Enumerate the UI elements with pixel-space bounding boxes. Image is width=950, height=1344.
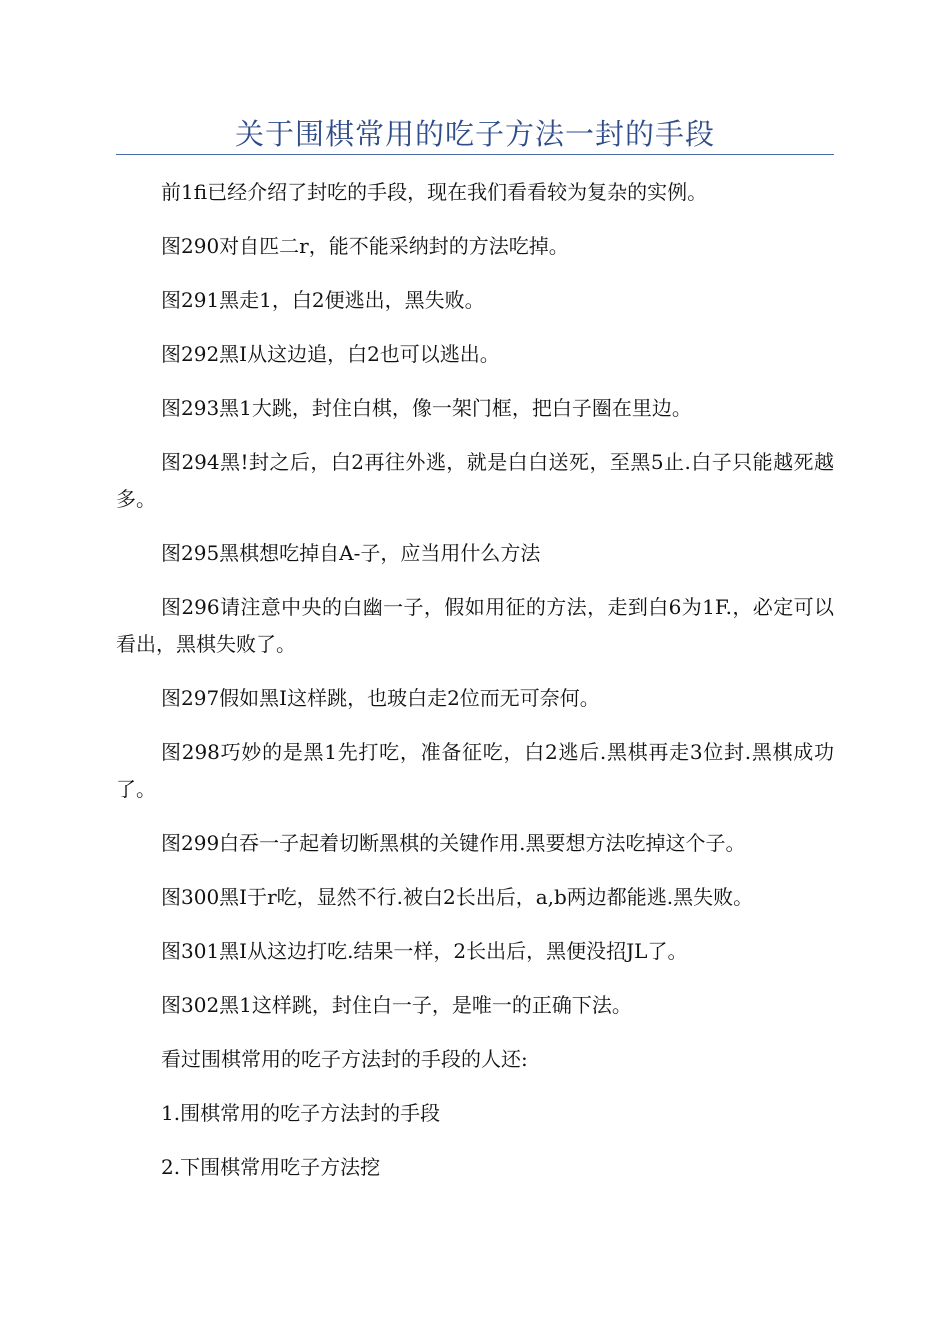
paragraph-7: 图295黑棋想吃掉自A-子，应当用什么方法: [161, 541, 541, 565]
related-heading: 看过围棋常用的吃子方法封的手段的人还:: [161, 1047, 528, 1071]
paragraph-2: 图290对自匹二r，能不能采纳封的方法吃掉。: [161, 234, 569, 258]
paragraph-5: 图293黑1大跳，封住白棋，像一架门框，把白子圈在里边。: [161, 396, 692, 420]
page-title: 关于围棋常用的吃子方法一封的手段: [234, 117, 715, 151]
paragraph-10: 图298巧妙的是黑1先打吃，准备征吃，白2逃后.黑棋再走3位封.黑棋成功了。: [116, 740, 834, 801]
paragraph-11: 图299白吞一子起着切断黑棋的关键作用.黑要想方法吃掉这个子。: [161, 831, 746, 855]
title-underline: [116, 154, 834, 155]
paragraph-3: 图291黑走1，白2便逃出，黑失败。: [161, 288, 485, 312]
related-link-2[interactable]: 2.下围棋常用吃子方法挖: [161, 1155, 381, 1179]
paragraph-8: 图296请注意中央的白幽一子，假如用征的方法，走到白6为1F.，必定可以看出，黑棋失败了。: [116, 595, 834, 656]
paragraph-6: 图294黑!封之后，白2再往外逃，就是白白送死，至黑5止.白子只能越死越多。: [116, 450, 834, 511]
paragraph-1: 前1fi已经介绍了封吃的手段，现在我们看看较为复杂的实例。: [161, 180, 708, 204]
related-link-1[interactable]: 1.围棋常用的吃子方法封的手段: [161, 1101, 441, 1125]
paragraph-12: 图300黑I于r吃，显然不行.被白2长出后，a,b两边都能逃.黑失败。: [161, 885, 754, 909]
paragraph-4: 图292黑I从这边追，白2也可以逃出。: [161, 342, 500, 366]
paragraph-13: 图301黑I从这边打吃.结果一样，2长出后，黑便没招JL了。: [161, 939, 688, 963]
paragraph-9: 图297假如黑I这样跳，也玻白走2位而无可奈何。: [161, 686, 600, 710]
paragraph-14: 图302黑1这样跳，封住白一子，是唯一的正确下法。: [161, 993, 632, 1017]
document-body: [116, 174, 834, 1203]
